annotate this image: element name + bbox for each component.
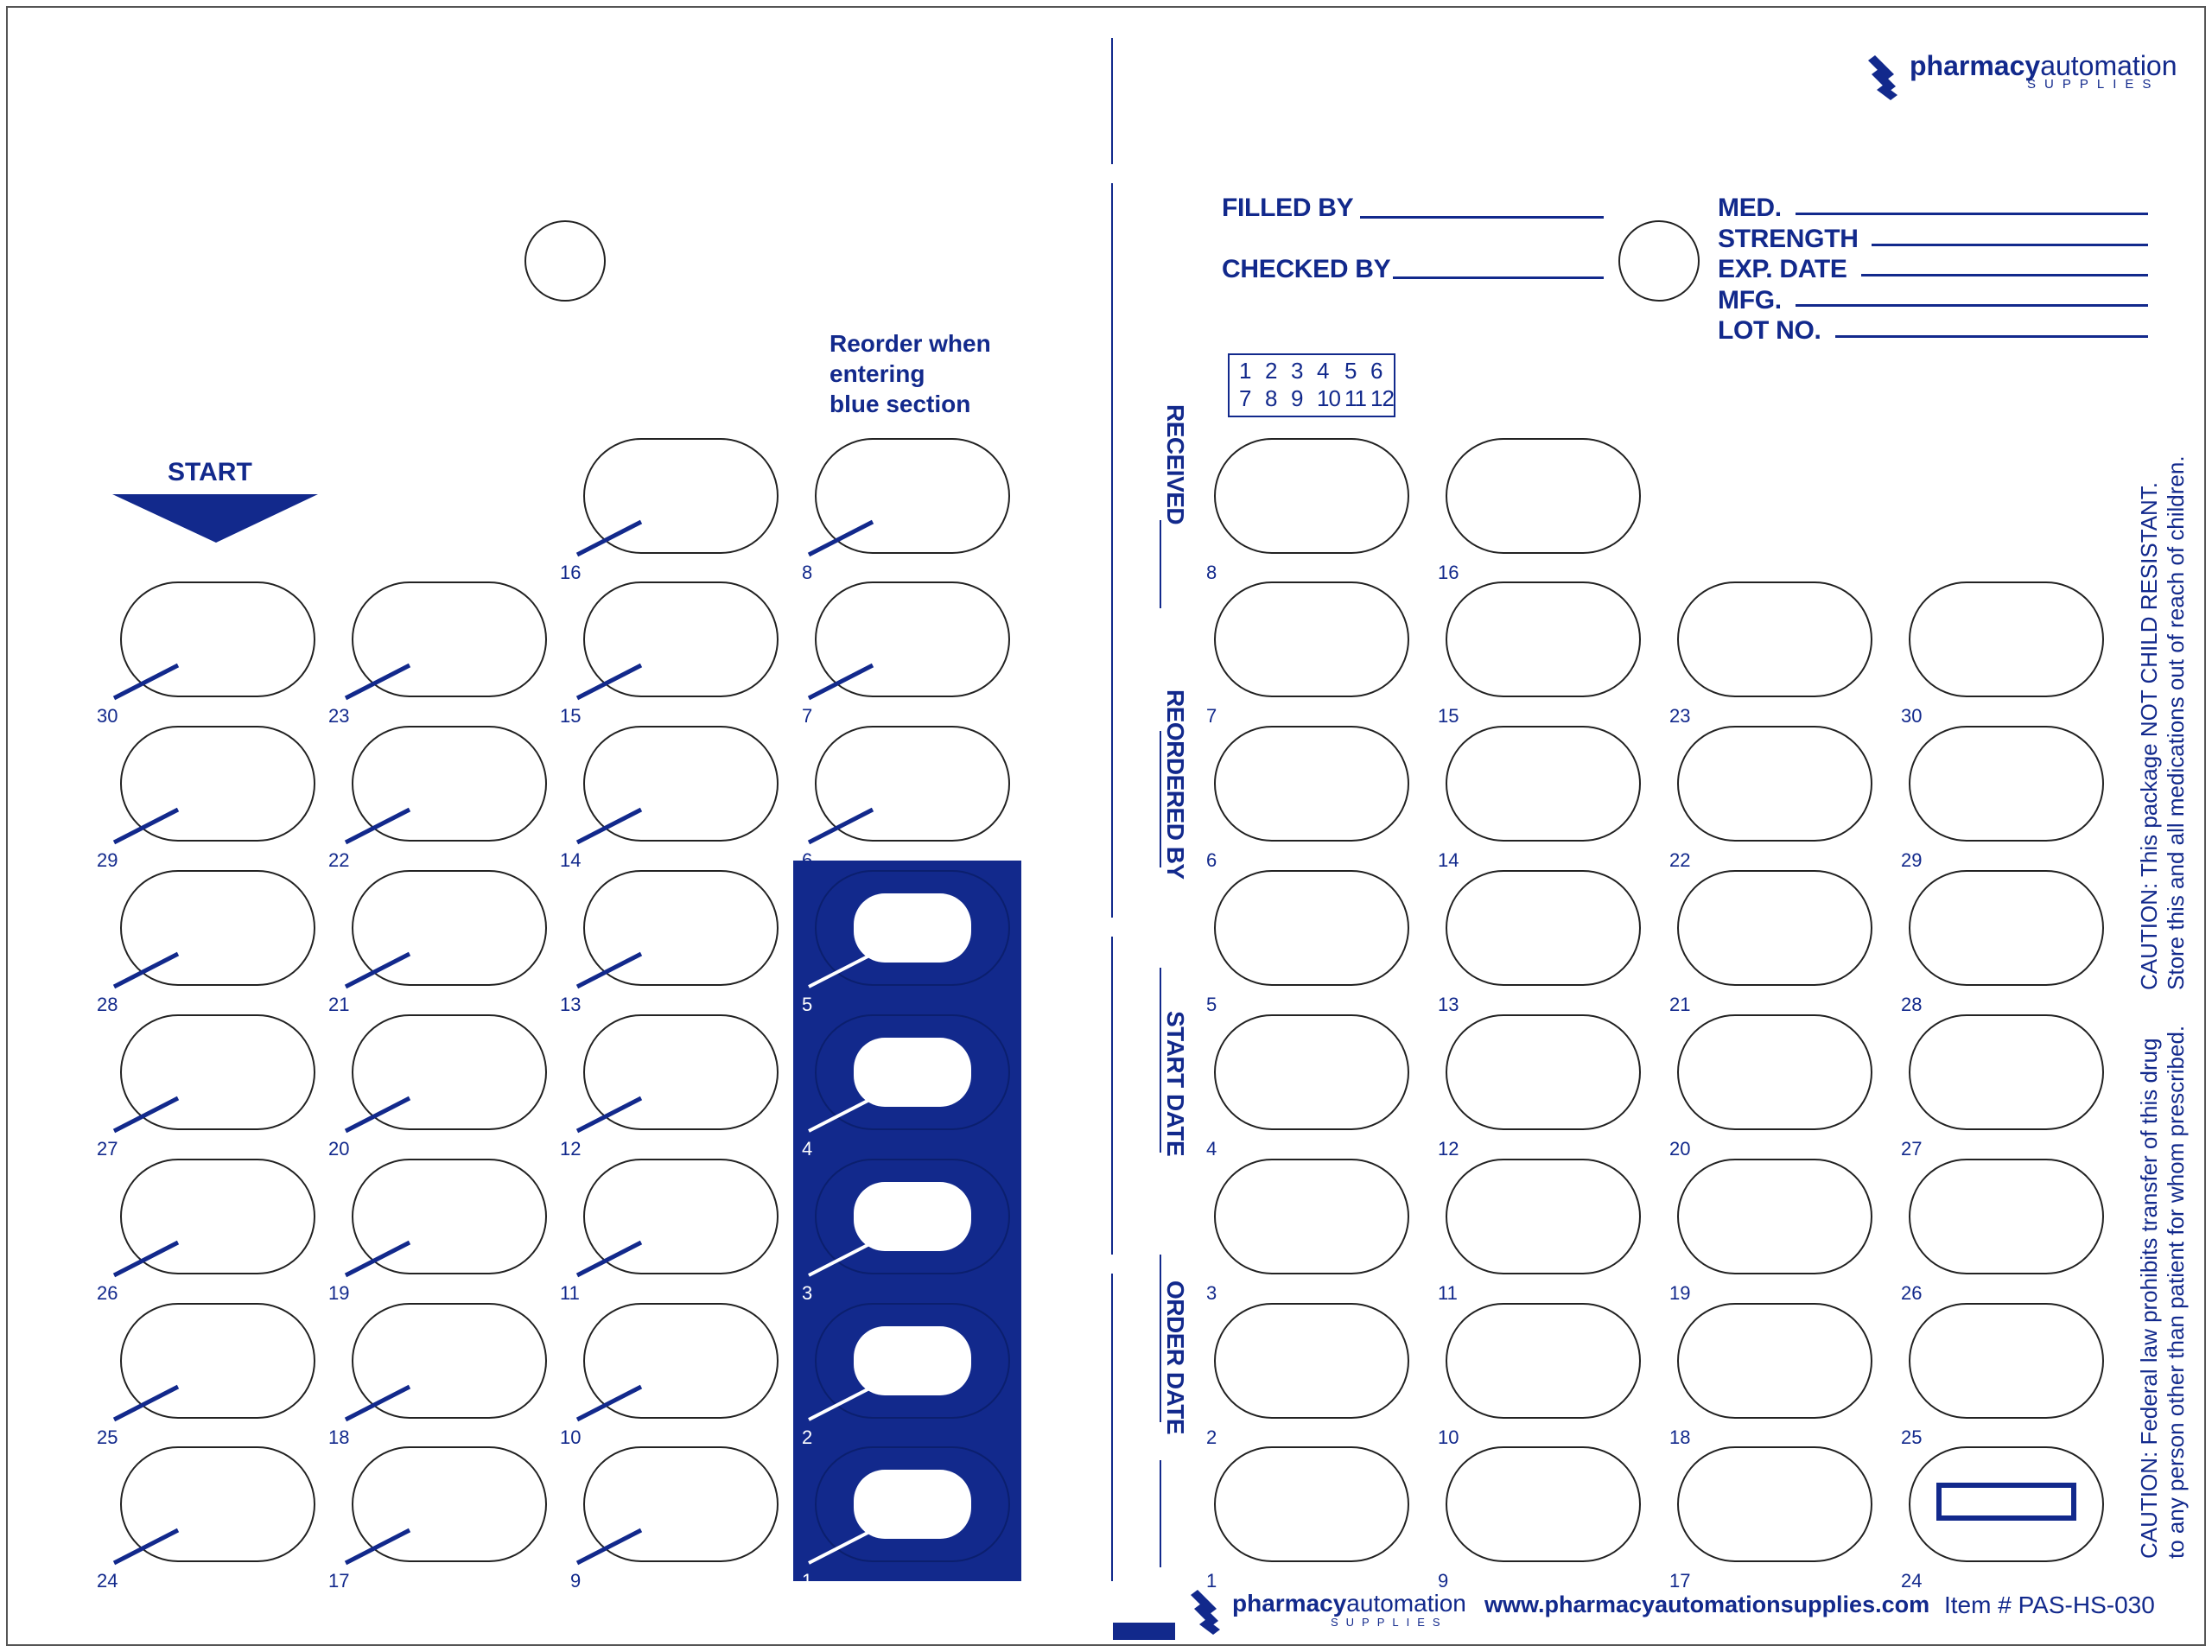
brand-logo-bottom: pharmacyautomation xyxy=(1232,1590,1466,1617)
right-cell-number: 19 xyxy=(1669,1282,1691,1304)
right-blister-cell xyxy=(1446,871,1640,985)
brand-logo-top-icon xyxy=(1868,55,1897,100)
left-cell-number: 2 xyxy=(802,1426,813,1448)
left-cell-number: 28 xyxy=(97,994,118,1015)
side-label-start-date: START DATE xyxy=(1162,1011,1189,1157)
right-cell-number: 9 xyxy=(1438,1570,1449,1592)
hang-hole-right xyxy=(1619,221,1699,301)
checked-by-line xyxy=(1393,276,1604,279)
left-tear-tab xyxy=(114,665,178,698)
month-cell: 8 xyxy=(1265,385,1278,411)
right-blister-cell xyxy=(1910,582,2103,696)
left-cell-number: 25 xyxy=(97,1426,118,1448)
month-cell: 4 xyxy=(1317,358,1330,384)
month-cell: 1 xyxy=(1239,358,1252,384)
reorder-note-line-2: entering xyxy=(830,360,925,387)
right-blister-cell xyxy=(1446,439,1640,553)
exp-date-line xyxy=(1861,274,2148,276)
left-tear-tab xyxy=(346,810,410,842)
right-cell-number: 11 xyxy=(1438,1282,1458,1304)
right-blister-cell xyxy=(1446,582,1640,696)
right-cell-number: 10 xyxy=(1438,1426,1459,1448)
right-cell-number: 20 xyxy=(1669,1138,1691,1160)
right-blister-cell xyxy=(1215,727,1408,841)
left-blister-window xyxy=(854,1038,971,1107)
left-tear-tab xyxy=(114,1387,178,1420)
strength-line xyxy=(1872,244,2148,246)
right-blister-cell xyxy=(1678,1160,1872,1274)
right-sample-marker xyxy=(1939,1485,2074,1518)
right-cell-number: 22 xyxy=(1669,849,1691,871)
left-cell-number: 11 xyxy=(560,1282,580,1304)
right-blister-cell xyxy=(1910,1015,2103,1129)
med-line xyxy=(1796,213,2148,215)
right-blister-cell xyxy=(1215,1447,1408,1561)
right-blister-cell xyxy=(1215,1160,1408,1274)
left-tear-tab xyxy=(114,810,178,842)
right-cell-number: 28 xyxy=(1901,994,1923,1015)
right-cell-number: 6 xyxy=(1206,849,1217,871)
reorder-note-line-3: blue section xyxy=(830,391,971,417)
footer-blue-tab xyxy=(1113,1623,1175,1640)
left-blister-window xyxy=(854,1326,971,1395)
exp-date-label: EXP. DATE xyxy=(1718,255,1847,283)
caution-child-resistant: CAUTION: This package NOT CHILD RESISTANT. Store this and all medications out of reach of children. xyxy=(2136,455,2190,990)
checked-by-label: CHECKED BY xyxy=(1222,255,1391,283)
right-cell-number: 17 xyxy=(1669,1570,1691,1592)
left-tear-tab xyxy=(114,1098,178,1131)
left-cell-number: 4 xyxy=(802,1138,813,1160)
left-cell-number: 22 xyxy=(328,849,350,871)
left-tear-tab xyxy=(577,1530,641,1563)
left-tear-tab xyxy=(809,522,873,555)
left-tear-tab xyxy=(346,1242,410,1275)
right-blister-cell xyxy=(1678,1304,1872,1418)
side-label-received: RECEIVED xyxy=(1162,404,1189,525)
right-blister-cell xyxy=(1446,727,1640,841)
strength-label: STRENGTH xyxy=(1718,225,1859,253)
right-blister-cell xyxy=(1215,582,1408,696)
brand-logo-bottom-sub: SUPPLIES xyxy=(1331,1616,1448,1629)
month-cell: 6 xyxy=(1370,358,1383,384)
right-blister-cell xyxy=(1446,1447,1640,1561)
left-cell-number: 7 xyxy=(802,705,813,727)
left-blister-window xyxy=(854,1182,971,1251)
right-cell-number: 23 xyxy=(1669,705,1691,727)
left-tear-tab xyxy=(346,1387,410,1420)
left-tear-tab xyxy=(809,810,873,842)
left-cell-number: 19 xyxy=(328,1282,350,1304)
right-blister-cell xyxy=(1678,1015,1872,1129)
right-blister-cell xyxy=(1215,1015,1408,1129)
left-cell-number: 18 xyxy=(328,1426,350,1448)
right-cell-number: 26 xyxy=(1901,1282,1923,1304)
left-cell-number: 16 xyxy=(560,562,582,583)
reorder-note-line-1: Reorder when xyxy=(830,330,991,357)
left-tear-tab xyxy=(114,954,178,987)
left-cell-number: 17 xyxy=(328,1570,350,1592)
start-label: START xyxy=(168,458,252,486)
right-cell-number: 21 xyxy=(1669,994,1691,1015)
right-blister-cell xyxy=(1678,727,1872,841)
right-blister-cell xyxy=(1910,1304,2103,1418)
left-cell-number: 20 xyxy=(328,1138,350,1160)
right-cell-number: 29 xyxy=(1901,849,1923,871)
left-cell-number: 1 xyxy=(802,1570,813,1592)
left-cell-number: 3 xyxy=(802,1282,813,1304)
month-cell: 9 xyxy=(1291,385,1304,411)
month-cell: 2 xyxy=(1265,358,1278,384)
left-tear-tab xyxy=(577,665,641,698)
left-cell-number: 24 xyxy=(97,1570,118,1592)
lot-no-line xyxy=(1835,335,2148,338)
right-blister-cell xyxy=(1446,1160,1640,1274)
right-blister-cell xyxy=(1678,582,1872,696)
filled-by-line xyxy=(1360,216,1604,219)
left-cell-number: 12 xyxy=(560,1138,582,1160)
right-cell-number: 1 xyxy=(1206,1570,1217,1592)
brand-logo-top: pharmacyautomation xyxy=(1910,50,2177,81)
left-cell-number: 8 xyxy=(802,562,813,583)
right-blister-cell xyxy=(1446,1304,1640,1418)
left-cell-number: 15 xyxy=(560,705,582,727)
side-label-order-date: ORDER DATE xyxy=(1162,1280,1189,1435)
left-tear-tab xyxy=(577,810,641,842)
left-cell-number: 27 xyxy=(97,1138,118,1160)
right-cell-number: 15 xyxy=(1438,705,1459,727)
brand-logo-bottom-icon xyxy=(1191,1590,1220,1635)
left-cell-number: 14 xyxy=(560,849,582,871)
left-tear-tab xyxy=(809,665,873,698)
month-cell: 3 xyxy=(1291,358,1304,384)
right-cell-number: 13 xyxy=(1438,994,1459,1015)
mfg-label: MFG. xyxy=(1718,286,1782,315)
right-blister-cell xyxy=(1910,727,2103,841)
hang-hole-left xyxy=(525,221,605,301)
right-cell-number: 3 xyxy=(1206,1282,1217,1304)
right-cell-number: 14 xyxy=(1438,849,1459,871)
left-cell-number: 26 xyxy=(97,1282,118,1304)
right-cell-number: 5 xyxy=(1206,994,1217,1015)
left-tear-tab xyxy=(577,954,641,987)
left-tear-tab xyxy=(346,1098,410,1131)
right-blister-cell xyxy=(1215,871,1408,985)
right-blister-cell xyxy=(1910,1160,2103,1274)
left-tear-tab xyxy=(577,1098,641,1131)
left-cell-number: 10 xyxy=(560,1426,582,1448)
fold-line xyxy=(1112,38,1160,1581)
left-cell-number: 21 xyxy=(328,994,350,1015)
start-arrow xyxy=(112,494,318,543)
side-label-reordered-by: REORDERED BY xyxy=(1162,689,1189,880)
left-cell-number: 5 xyxy=(802,994,813,1015)
right-cell-number: 24 xyxy=(1901,1570,1923,1592)
left-blister-window xyxy=(854,893,971,963)
left-tear-tab xyxy=(346,1530,410,1563)
med-label: MED. xyxy=(1718,194,1782,222)
right-cell-number: 27 xyxy=(1901,1138,1923,1160)
right-cell-number: 16 xyxy=(1438,562,1459,583)
month-cell: 5 xyxy=(1344,358,1357,384)
right-blister-cell xyxy=(1678,871,1872,985)
month-cell: 11 xyxy=(1344,385,1366,411)
footer-url: www.pharmacyautomationsupplies.com xyxy=(1484,1592,1930,1617)
left-cell-number: 29 xyxy=(97,849,118,871)
left-tear-tab xyxy=(114,1530,178,1563)
month-cell: 10 xyxy=(1317,385,1340,411)
left-tear-tab xyxy=(577,1387,641,1420)
left-tear-tab xyxy=(346,665,410,698)
month-cell: 12 xyxy=(1370,385,1394,411)
right-blister-cell xyxy=(1215,1304,1408,1418)
left-tear-tab xyxy=(114,1242,178,1275)
right-cell-number: 30 xyxy=(1901,705,1923,727)
right-blister-cell xyxy=(1215,439,1408,553)
left-cell-number: 13 xyxy=(560,994,582,1015)
caution-federal-law: CAUTION: Federal law prohibits transfer of this drug to any person other than patient for whom prescribed. xyxy=(2136,1025,2190,1559)
lot-no-label: LOT NO. xyxy=(1718,316,1821,345)
brand-logo-top-sub: SUPPLIES xyxy=(2027,77,2160,92)
filled-by-label: FILLED BY xyxy=(1222,194,1354,222)
right-cell-number: 7 xyxy=(1206,705,1217,727)
right-blister-cell xyxy=(1678,1447,1872,1561)
left-cell-number: 30 xyxy=(97,705,118,727)
right-cell-number: 4 xyxy=(1206,1138,1217,1160)
left-tear-tab xyxy=(577,522,641,555)
left-cell-number: 6 xyxy=(802,849,813,871)
left-tear-tab xyxy=(346,954,410,987)
right-cell-number: 25 xyxy=(1901,1426,1923,1448)
month-cell: 7 xyxy=(1239,385,1252,411)
right-cell-number: 8 xyxy=(1206,562,1217,583)
right-cell-number: 18 xyxy=(1669,1426,1691,1448)
right-cell-number: 2 xyxy=(1206,1426,1217,1448)
right-blister-cell xyxy=(1910,871,2103,985)
left-cell-number: 9 xyxy=(570,1570,582,1592)
right-blister-cell xyxy=(1446,1015,1640,1129)
left-blister-window xyxy=(854,1470,971,1539)
right-cell-number: 12 xyxy=(1438,1138,1459,1160)
footer-item-number: Item # PAS-HS-030 xyxy=(1944,1592,2155,1618)
left-tear-tab xyxy=(577,1242,641,1275)
mfg-line xyxy=(1796,304,2148,307)
left-cell-number: 23 xyxy=(328,705,350,727)
card-border xyxy=(7,7,2205,1645)
